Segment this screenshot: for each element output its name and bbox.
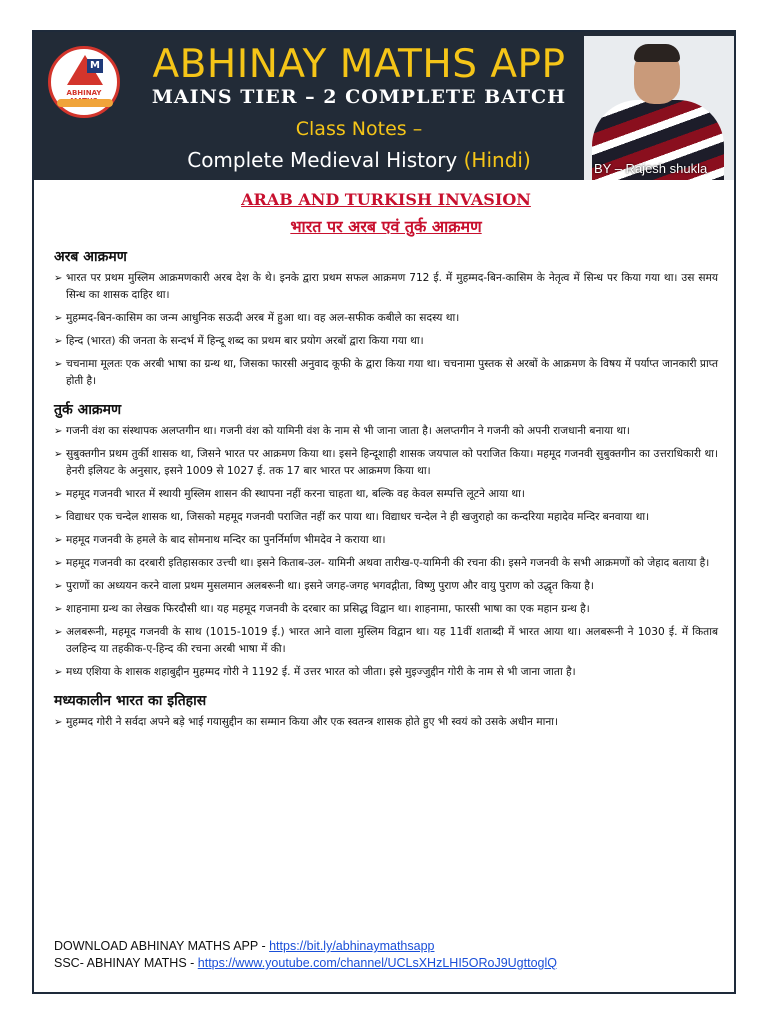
youtube-channel-link[interactable]: https://www.youtube.com/channel/UCLsXHzLHI5ORoJ9UgttoglQ [197,956,557,970]
footer-line-youtube [54,955,718,972]
footer-line-app [54,938,718,955]
logo-ribbon [57,99,113,107]
page-frame [32,30,736,994]
list-item-text: विद्याधर एक चन्देल शासक था, जिसको महमूद गजनवी पराजित नहीं कर पाया था। विद्याधर चन्देल ने ही खजुराहो का कन्दरिया महादेव मन्दिर बनवाया था। [66,511,650,523]
list-item [54,714,718,731]
sections-container [54,247,718,731]
list-item-text: गजनी वंश का संस्थापक अलप्तगीन था। गजनी वंश को यामिनी वंश के नाम से भी जाना जाता है। अलप्तगीन ने गजनी को अपनी राजधानी बनाया था। [66,425,630,437]
course-title [134,148,584,172]
arrow-bullet-icon: ➢ [54,604,63,615]
arrow-bullet-icon: ➢ [54,336,63,347]
list-item [54,601,718,618]
list-item-text: हिन्द (भारत) की जनता के सन्दर्भ में हिन्दू शब्द का प्रथम बार प्रयोग अरबों द्वारा किया गया था। [66,335,424,347]
bullet-list [54,714,718,731]
list-item [54,446,718,480]
course-name: Complete Medieval History [187,148,458,172]
arrow-bullet-icon: ➢ [54,313,63,324]
section-title: तुर्क आक्रमण [54,402,122,418]
list-item-text: चचनामा मूलतः एक अरबी भाषा का ग्रन्थ था, जिसका फारसी अनुवाद कूफी के द्वारा किया गया था। चचनामा पुस्तक से अरबों के आक्रमण के विषय में पर्याप्त जानकारी प्राप्त होती है। [66,358,718,387]
header-banner [34,32,734,180]
section-title: मध्यकालीन भारत का इतिहास [54,693,207,709]
list-item-text: सुबुक्तगीन प्रथम तुर्की शासक था, जिसने भारत पर आक्रमण किया था। इसने हिन्दूशाही शासक जयपाल को पराजित किया। महमूद गजनवी सुबुक्तगीन का उत्तराधिकारी था। हेनरी इलियट के अनुसार, इसने 1009 से 1027 ई. तक 17 बार भारत पर आक्रमण किया था। [66,448,718,477]
footer [54,938,718,972]
list-item-text: महमूद गजनवी भारत में स्थायी मुस्लिम शासन की स्थापना नहीं करना चाहता था, बल्कि वह केवल सम्पत्ति लूटने आया था। [66,488,525,500]
batch-title: MAINS TIER – 2 COMPLETE BATCH [151,86,567,108]
arrow-bullet-icon: ➢ [54,449,63,460]
author-caption: BY – Rajesh shukla [594,161,708,176]
list-item [54,555,718,572]
list-item-text: मुहम्मद-बिन-कासिम का जन्म आधुनिक सऊदी अरब में हुआ था। वह अल-सफीक कबीले का सदस्य था। [66,312,460,324]
arrow-bullet-icon: ➢ [54,627,63,638]
list-item-text: महमूद गजनवी के हमले के बाद सोमनाथ मन्दिर का पुनर्निर्माण भीमदेव ने कराया था। [66,534,386,546]
app-logo [48,46,120,118]
list-item [54,270,718,304]
bullet-list [54,270,718,390]
list-item-text: अलबरूनी, महमूद गजनवी के साथ (1015-1019 ई.) भारत आने वाला मुस्लिम विद्वान था। यह 11वीं शताब्दी में भारत आया था। अलबरूनी ने 1030 ई. में किताब उलहिन्द या तहकीक-ए-हिन्द की रचना अरबी भाषा में की। [66,626,718,655]
arrow-bullet-icon: ➢ [54,717,63,728]
author-photo [584,36,734,180]
arrow-bullet-icon: ➢ [54,273,63,284]
class-notes-label: Class Notes – [295,118,423,140]
list-item [54,356,718,390]
author-hair [634,44,680,62]
arrow-bullet-icon: ➢ [54,489,63,500]
list-item [54,486,718,503]
list-item [54,509,718,526]
list-item [54,664,718,681]
app-title: ABHINAY MATHS APP [152,42,566,87]
course-language: (Hindi) [463,148,531,172]
list-item-text: शाहनामा ग्रन्थ का लेखक फिरदौसी था। यह महमूद गजनवी के दरबार का प्रसिद्ध विद्वान था। शाहनामा, फारसी भाषा का एक महान ग्रन्थ है। [66,603,590,615]
list-item-text: मुहम्मद गोरी ने सर्वदा अपने बड़े भाई गयासुद्दीन का सम्मान किया और एक स्वतन्त्र शासक होते हुए भी स्वयं को उसके अधीन माना। [66,716,558,728]
heading-hindi: भारत पर अरब एवं तुर्क आक्रमण [290,217,482,236]
arrow-bullet-icon: ➢ [54,535,63,546]
arrow-bullet-icon: ➢ [54,512,63,523]
list-item-text: भारत पर प्रथम मुस्लिम आक्रमणकारी अरब देश के थे। इनके द्वारा प्रथम सफल आक्रमण 712 ई. में मुहम्मद-बिन-कासिम के नेतृत्व में सिन्ध पर किया गया था। उस समय सिन्ध का शासक दाहिर था। [66,272,718,301]
footer-app-label: DOWNLOAD ABHINAY MATHS APP - [54,939,270,953]
list-item-text: पुराणों का अध्ययन करने वाला प्रथम मुसलमान अलबरूनी था। इसने जगह-जगह भगवद्गीता, विष्णु पुराण और वायु पुराण को उद्धृत किया है। [66,580,594,592]
arrow-bullet-icon: ➢ [54,426,63,437]
list-item [54,310,718,327]
arrow-bullet-icon: ➢ [54,359,63,370]
arrow-bullet-icon: ➢ [54,667,63,678]
list-item [54,333,718,350]
bullet-list [54,423,718,681]
arrow-bullet-icon: ➢ [54,558,63,569]
logo-text: ABHINAY [66,89,102,97]
heading-english: ARAB AND TURKISH INVASION [241,190,531,209]
section-title: अरब आक्रमण [54,249,127,265]
arrow-bullet-icon: ➢ [54,581,63,592]
list-item [54,578,718,595]
list-item [54,423,718,440]
list-item [54,624,718,658]
list-item-text: महमूद गजनवी का दरबारी इतिहासकार उत्त्ची था। इसने किताब-उल- यामिनी अथवा तारीख-ए-यामिनी की रचना की। इसने गजनवी के सभी आक्रमणों को जेहाद बताया है। [66,557,710,569]
list-item [54,532,718,549]
logo-badge: M [87,59,103,73]
list-item-text: मध्य एशिया के शासक शहाबुद्दीन मुहम्मद गोरी ने 1192 ई. में उत्तर भारत को जीता। इसे मुइज्जुद्दीन गोरी के नाम से भी जाना जाता है। [66,666,576,678]
app-download-link[interactable]: https://bit.ly/abhinaymathsapp [269,939,435,953]
document-body [54,186,718,737]
footer-youtube-label: SSC- ABHINAY MATHS - [54,956,198,970]
